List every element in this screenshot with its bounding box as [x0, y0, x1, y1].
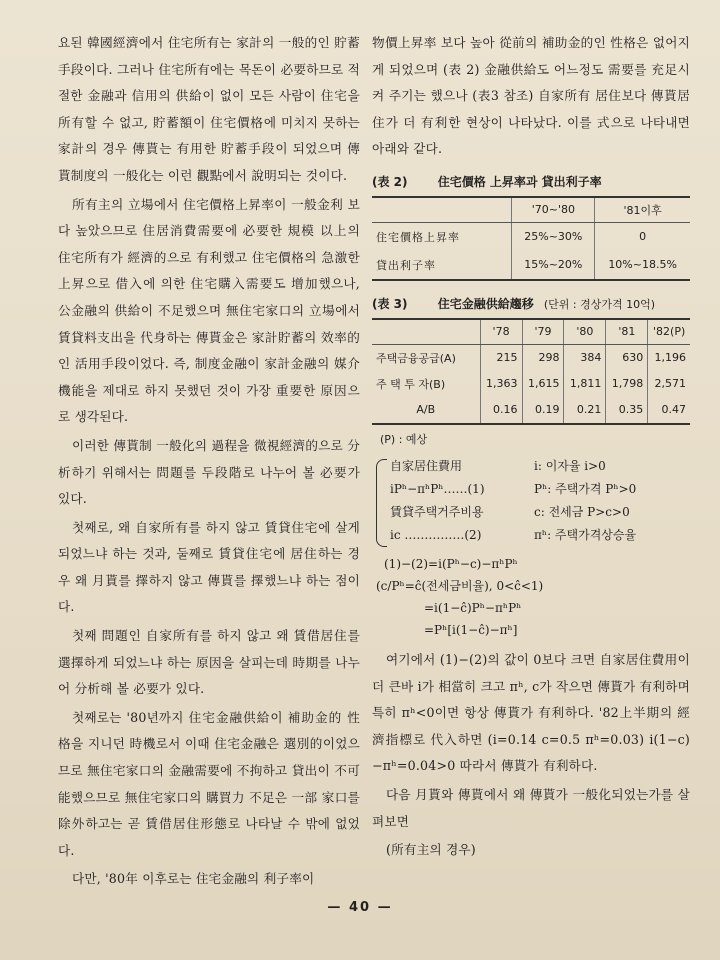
variable-line: πʰ: 주택가격상승율	[534, 527, 637, 542]
paragraph-right-intro: 物價上昇率 보다 높아 從前의 補助金的인 性格은 없어지게 되었으며 (表 2) 金融供給도 어느정도 需要를 充足시켜 주기는 했으나 (表3 참조) 自家所有 居住보다 傳貰居住가 더 有利한 현상이 나타났다. 이를 式으로 나타내면 아래와 같다.	[372, 35, 690, 157]
table3-cell: 215	[480, 344, 522, 371]
paragraph-first-question: 첫째 問題인 自家所有를 하지 않고 왜 賃借居住를 選擇하게 되었느냐 하는 原因을 살피는데 時期를 나누어 分析해 볼 必要가 있다.	[58, 628, 360, 697]
table2-header-col1: '70~'80	[512, 197, 595, 223]
table3-cell: 0.47	[648, 397, 690, 424]
table3-cell: 0.19	[522, 397, 564, 424]
section-subheading: (所有主의 경우)	[386, 842, 476, 858]
table3-row-label: 주택금융공급(A)	[376, 351, 456, 365]
table2-cell: 25%~30%	[512, 222, 595, 251]
equation-line: (1)−(2)=i(Pʰ−c)−πʰPʰ	[384, 556, 518, 571]
paragraph-owner-position: 所有主의 立場에서 住宅價格上昇率이 一般金利 보다 높았으므로 住居消費需要에 必要한 規模 以上의 住宅所有가 經濟的으로 有利했고 住宅價格의 急激한 上昇으로 借入에 의한 住宅購入需要도 增加했으나, 公金融의 供給이 不足했으며 無住宅家口의 立場에서 賃貸料支出을 代身하는 傳貰金은 家計貯蓄의 效率的인 活用手段이었다. 즉, 制度金融이 家計金融의 媒介機能을 제대로 하지 못했던 것이 가장 重要한 原因으로 생각된다.	[58, 196, 360, 425]
table3-cell: 1,363	[480, 371, 522, 397]
left-column	[58, 30, 360, 895]
equation-line: =Pʰ[i(1−ĉ)−πʰ]	[424, 622, 518, 637]
variable-line: c: 전세금 P>c>0	[534, 504, 630, 519]
table3-cell: 2,571	[648, 371, 690, 397]
table3-housing-finance	[372, 318, 690, 425]
page-number: — 40 —	[327, 900, 393, 915]
table3-cell: 1,615	[522, 371, 564, 397]
table3-header-year: '79	[522, 319, 564, 345]
table3-title: 住宅金融供給趨移	[437, 296, 534, 311]
table3-cell: 1,798	[606, 371, 648, 397]
table3-header-year: '81	[606, 319, 648, 345]
table3-cell: 0.16	[480, 397, 522, 424]
cost-definitions	[390, 455, 530, 547]
cost-line: iPʰ−πʰPʰ……(1)	[390, 481, 485, 496]
paragraph-after-1980: 다만, '80年 이후로는 住宅金融의 利子率이	[72, 871, 315, 887]
table3-cell: 0.35	[606, 397, 648, 424]
table2-interest-rates	[372, 196, 690, 281]
variable-definitions	[534, 455, 690, 547]
variable-line: i: 이자율 i>0	[534, 458, 606, 473]
table2-header-blank	[372, 197, 512, 223]
equation-line: =i(1−ĉ)Pʰ−πʰPʰ	[424, 600, 522, 615]
table3-number: (表 3)	[372, 296, 408, 311]
table3-cell: 298	[522, 344, 564, 371]
table2-cell: 10%~18.5%	[595, 251, 690, 280]
table2-cell: 15%~20%	[512, 251, 595, 280]
paragraph-comparison: 여기에서 (1)−(2)의 값이 0보다 크면 自家居住費用이 더 큰바 i가 相當히 크고 πʰ, c가 작으면 傳貰가 有利하며 특히 πʰ<0이면 항상 傳貰가 有利하다. '82上半期의 經濟指標로 代入하면 (i=0.14 c=0.5 πʰ=0.03) i(1−c)−πʰ=0.04>0 따라서 傳貰가 有利하다.	[372, 651, 690, 774]
paragraph-two-questions: 첫째로, 왜 自家所有를 하지 않고 賃貸住宅에 살게 되었느냐 하는 것과, 둘째로 賃貸住宅에 居住하는 경우 왜 月貰를 擇하지 않고 傳貰를 擇했느냐 하는 점이다.	[58, 519, 360, 615]
table-row	[372, 222, 690, 251]
table3-header-year: '82(P)	[648, 319, 690, 345]
table2-title: 住宅價格 上昇率과 貸出利子率	[437, 174, 602, 189]
table2-row-label: 住宅價格上昇率	[376, 230, 460, 244]
paragraph-analysis-intro: 이러한 傳貰制 一般化의 過程을 微視經濟的으로 分析하기 위해서는 問題를 두段階로 나누어 볼 必要가 있다.	[58, 437, 360, 507]
equation-block	[372, 553, 690, 641]
brace-bracket	[376, 459, 387, 547]
equation-line: (c/Pʰ=ĉ(전세금비율), 0<ĉ<1)	[376, 578, 544, 593]
table-row	[372, 371, 690, 397]
table3-row-label: A/B	[416, 403, 436, 417]
table-row	[372, 397, 690, 424]
paragraph-next-topic: 다음 月貰와 傳貰에서 왜 傳貰가 一般化되었는가를 살펴보면	[372, 786, 690, 829]
table3-unit: (단위 : 경상가격 10억)	[543, 297, 656, 311]
table3-note: (P) : 예상	[380, 432, 428, 446]
right-column	[372, 30, 690, 866]
table2-caption	[372, 173, 690, 190]
table2-number: (表 2)	[372, 174, 408, 189]
variable-line: Pʰ: 주택가격 Pʰ>0	[534, 481, 637, 496]
table3-cell: 1,811	[564, 371, 606, 397]
table3-cell: 384	[564, 344, 606, 371]
table3-cell: 630	[606, 344, 648, 371]
table-row	[372, 251, 690, 280]
table2-header-col2: '81이후	[595, 197, 690, 223]
table3-header-year: '78	[480, 319, 522, 345]
table3-cell: 1,196	[648, 344, 690, 371]
table3-cell: 0.21	[564, 397, 606, 424]
table2-cell: 0	[595, 222, 690, 251]
paragraph-continuation: 요된 韓國經濟에서 住宅所有는 家計의 一般的인 貯蓄手段이다. 그러나 住宅所有에는 목돈이 必要하므로 적절한 金融과 信用의 供給이 없이 모든 사람이 住宅을 所有할 수 없고, 貯蓄額이 住宅價格에 미치지 못하는 家計의 경우 傳貰는 有用한 貯蓄手段이 되었으며 傳貰制度의 一般化는 이런 觀點에서 說明되는 것이다.	[58, 35, 360, 183]
cost-model-block	[372, 455, 690, 551]
table3-header-blank	[372, 319, 480, 345]
cost-line: ic ……………(2)	[390, 527, 482, 542]
paragraph-period-1980: 첫째로는 '80년까지 住宅金融供給이 補助金的 性格을 지니던 時機로서 이때 住宅金融은 選別的이었으므로 無住宅家口의 金融需要에 不拘하고 貸出이 不可能했으므로 無住宅家口의 購買力 不足은 一部 家口를 除外하고는 곧 賃借居住形態로 나타날 수 밖에 없었다.	[58, 709, 360, 858]
cost-line: 自家居住費用	[390, 458, 463, 473]
table-row	[372, 344, 690, 371]
table3-header-year: '80	[564, 319, 606, 345]
cost-line: 賃貸주택거주비용	[390, 504, 484, 519]
table2-row-label: 貸出利子率	[376, 258, 436, 272]
table3-row-label: 주 택 투 자(B)	[376, 377, 446, 391]
table3-caption	[372, 295, 690, 312]
